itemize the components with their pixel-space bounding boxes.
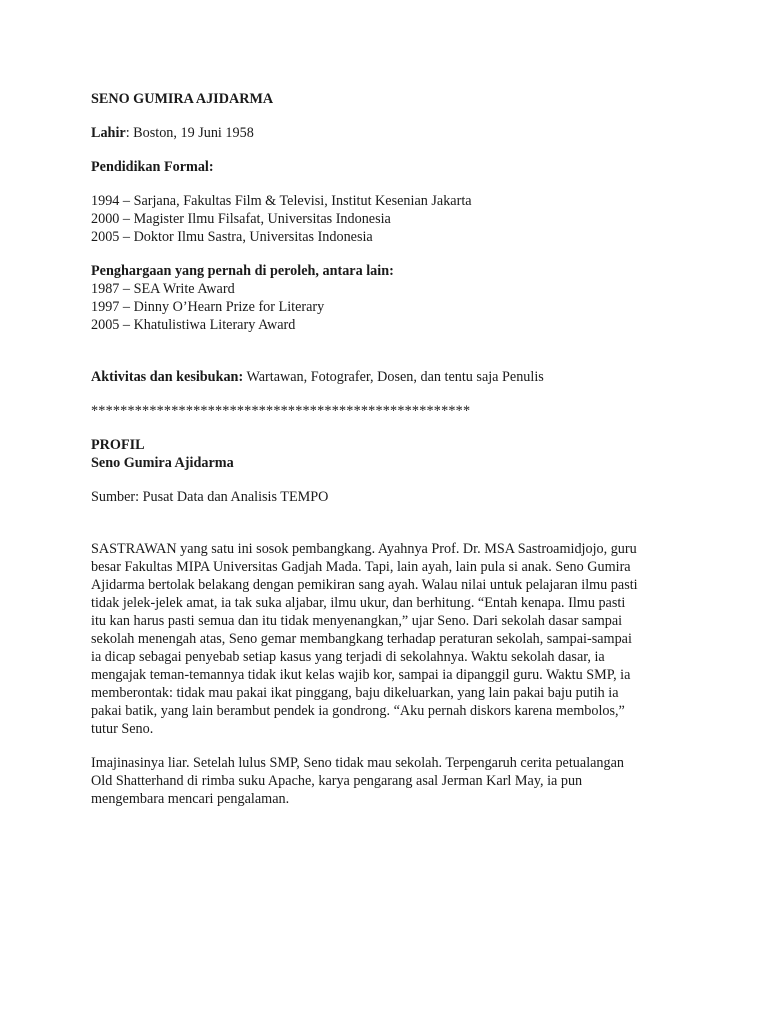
awards-list — [91, 280, 701, 334]
birth-value: : Boston, 19 Juni 1958 — [125, 125, 254, 141]
paragraph-line: Ajidarma bertolak belakang dengan pemikiran sang ayah. Walau nilai untuk pelajaran ilmu pasti — [91, 577, 638, 593]
paragraph-line: tidak jelek-jelek amat, ia tak suka aljabar, ilmu ukur, dan berhitung. “Entah kenapa. Ilmu pasti — [91, 595, 626, 611]
education-item: 1994 – Sarjana, Fakultas Film & Televisi, Institut Kesenian Jakarta — [91, 193, 472, 209]
education-item: 2000 – Magister Ilmu Filsafat, Universitas Indonesia — [91, 211, 391, 227]
paragraph-line: tutur Seno. — [91, 721, 154, 737]
profile-paragraph-1 — [91, 540, 701, 738]
education-item: 2005 – Doktor Ilmu Sastra, Universitas Indonesia — [91, 229, 373, 245]
activities-line — [91, 368, 701, 386]
source-line: Sumber: Pusat Data dan Analisis TEMPO — [91, 489, 329, 505]
paragraph-line: Old Shatterhand di rimba suku Apache, karya pengarang asal Jerman Karl May, ia pun — [91, 773, 583, 789]
paragraph-line: pakai batik, yang lain berambut pendek ia gondrong. “Aku pernah diskors karena membolos,” — [91, 703, 625, 719]
document-page — [91, 90, 701, 824]
awards-heading: Penghargaan yang pernah di peroleh, antara lain: — [91, 263, 394, 279]
paragraph-line: besar Fakultas MIPA Universitas Gadjah Mada. Tapi, lain ayah, lain pula si anak. Seno Gumira — [91, 559, 631, 575]
birth-info — [91, 124, 701, 142]
activities-label: Aktivitas dan kesibukan: — [91, 369, 244, 385]
award-item: 1987 – SEA Write Award — [91, 281, 235, 297]
asterisk-separator: **************************************************** — [91, 403, 471, 419]
award-item: 1997 – Dinny O’Hearn Prize for Literary — [91, 299, 325, 315]
award-item: 2005 – Khatulistiwa Literary Award — [91, 317, 296, 333]
birth-label: Lahir — [91, 125, 126, 141]
paragraph-line: mengajak teman-temannya tidak ikut kelas wajib kor, sampai ia dipanggil guru. Waktu SMP, ia — [91, 667, 631, 683]
paragraph-line: ia dicap sebagai penyebab setiap kasus yang terjadi di sekolahnya. Waktu sekolah dasar, ia — [91, 649, 605, 665]
education-heading: Pendidikan Formal: — [91, 159, 214, 175]
profile-title: PROFIL — [91, 437, 145, 453]
profile-paragraph-2 — [91, 754, 701, 808]
profile-name: Seno Gumira Ajidarma — [91, 455, 234, 471]
paragraph-line: Imajinasinya liar. Setelah lulus SMP, Seno tidak mau sekolah. Terpengaruh cerita petualangan — [91, 755, 625, 771]
paragraph-line: mengembara mencari pengalaman. — [91, 791, 290, 807]
paragraph-line: SASTRAWAN yang satu ini sosok pembangkang. Ayahnya Prof. Dr. MSA Sastroamidjojo, guru — [91, 541, 637, 557]
author-name-heading: SENO GUMIRA AJIDARMA — [91, 91, 274, 107]
education-list — [91, 192, 701, 246]
activities-value: Wartawan, Fotografer, Dosen, dan tentu saja Penulis — [243, 369, 544, 385]
paragraph-line: sekolah menengah atas, Seno gemar membangkang terhadap peraturan sekolah, sampai-sampai — [91, 631, 632, 647]
paragraph-line: memberontak: tidak mau pakai ikat pinggang, baju dikeluarkan, yang lain pakai baju putih ia — [91, 685, 619, 701]
paragraph-line: itu kan harus pasti semua dan itu tidak menyenangkan,” ujar Seno. Dari sekolah dasar sampai — [91, 613, 623, 629]
